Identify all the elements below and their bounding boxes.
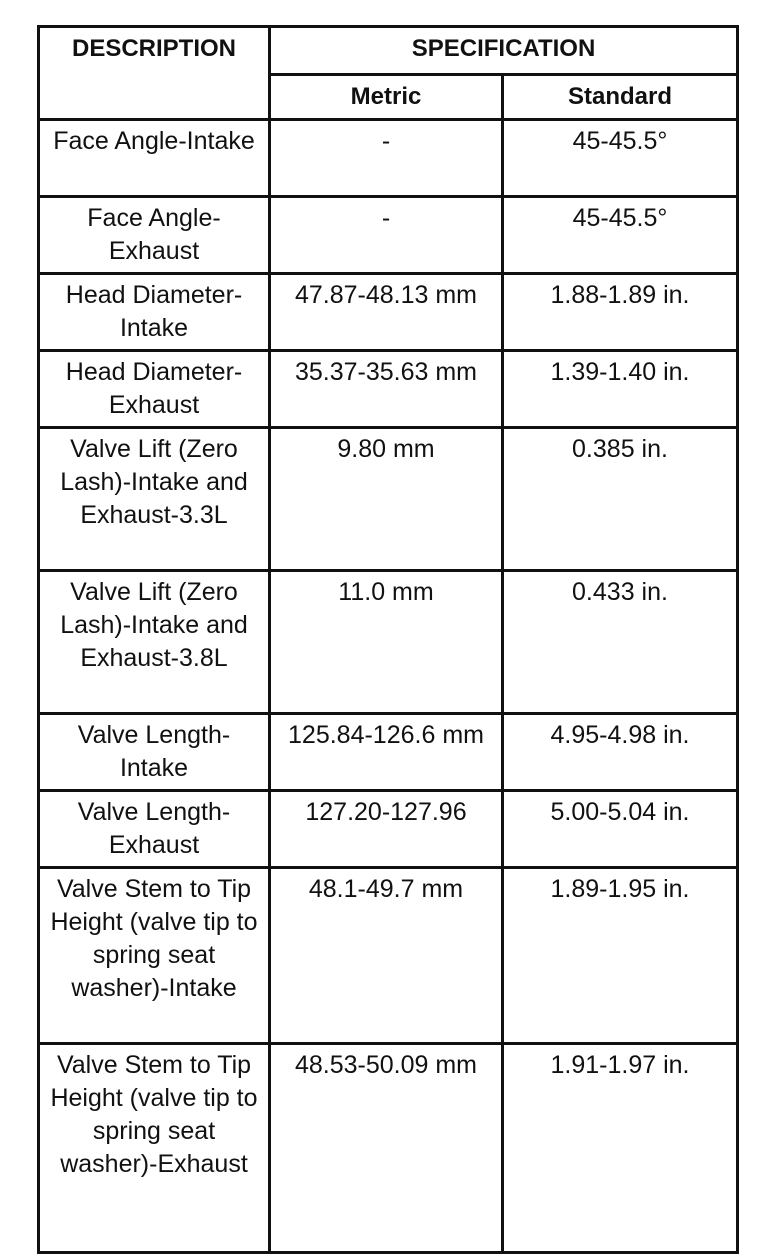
header-specification: SPECIFICATION — [270, 27, 738, 75]
table-row — [39, 571, 738, 714]
standard-cell: 1.89-1.95 in. — [503, 868, 738, 1044]
standard-cell: 45-45.5° — [503, 197, 738, 274]
header-description: DESCRIPTION — [39, 27, 270, 120]
description-cell: Valve Stem to Tip Height (valve tip to spring seat washer)-Exhaust — [39, 1044, 270, 1253]
metric-cell: 48.53-50.09 mm — [270, 1044, 503, 1253]
description-cell: Valve Lift (Zero Lash)-Intake and Exhaust-3.8L — [39, 571, 270, 714]
metric-cell: - — [270, 120, 503, 197]
metric-cell: 47.87-48.13 mm — [270, 274, 503, 351]
metric-cell: 125.84-126.6 mm — [270, 714, 503, 791]
table-row — [39, 1044, 738, 1253]
standard-cell: 4.95-4.98 in. — [503, 714, 738, 791]
header-row — [39, 27, 738, 75]
table-row — [39, 868, 738, 1044]
description-cell: Valve Length-Exhaust — [39, 791, 270, 868]
table-row — [39, 274, 738, 351]
description-cell: Head Diameter-Exhaust — [39, 351, 270, 428]
metric-cell: - — [270, 197, 503, 274]
metric-cell: 48.1-49.7 mm — [270, 868, 503, 1044]
standard-cell: 1.91-1.97 in. — [503, 1044, 738, 1253]
table-row — [39, 714, 738, 791]
standard-cell: 1.39-1.40 in. — [503, 351, 738, 428]
table-row — [39, 428, 738, 571]
description-cell: Valve Stem to Tip Height (valve tip to spring seat washer)-Intake — [39, 868, 270, 1044]
standard-cell: 0.385 in. — [503, 428, 738, 571]
table-row — [39, 791, 738, 868]
description-cell: Valve Lift (Zero Lash)-Intake and Exhaust-3.3L — [39, 428, 270, 571]
description-cell: Face Angle-Intake — [39, 120, 270, 197]
metric-cell: 11.0 mm — [270, 571, 503, 714]
description-cell: Valve Length-Intake — [39, 714, 270, 791]
header-metric: Metric — [270, 75, 503, 120]
table-row — [39, 120, 738, 197]
metric-cell: 9.80 mm — [270, 428, 503, 571]
description-cell: Head Diameter-Intake — [39, 274, 270, 351]
metric-cell: 127.20-127.96 — [270, 791, 503, 868]
valve-spec-table — [37, 25, 739, 1254]
metric-cell: 35.37-35.63 mm — [270, 351, 503, 428]
table-row — [39, 351, 738, 428]
header-standard: Standard — [503, 75, 738, 120]
standard-cell: 1.88-1.89 in. — [503, 274, 738, 351]
standard-cell: 5.00-5.04 in. — [503, 791, 738, 868]
description-cell: Face Angle-Exhaust — [39, 197, 270, 274]
table-row — [39, 197, 738, 274]
standard-cell: 0.433 in. — [503, 571, 738, 714]
standard-cell: 45-45.5° — [503, 120, 738, 197]
